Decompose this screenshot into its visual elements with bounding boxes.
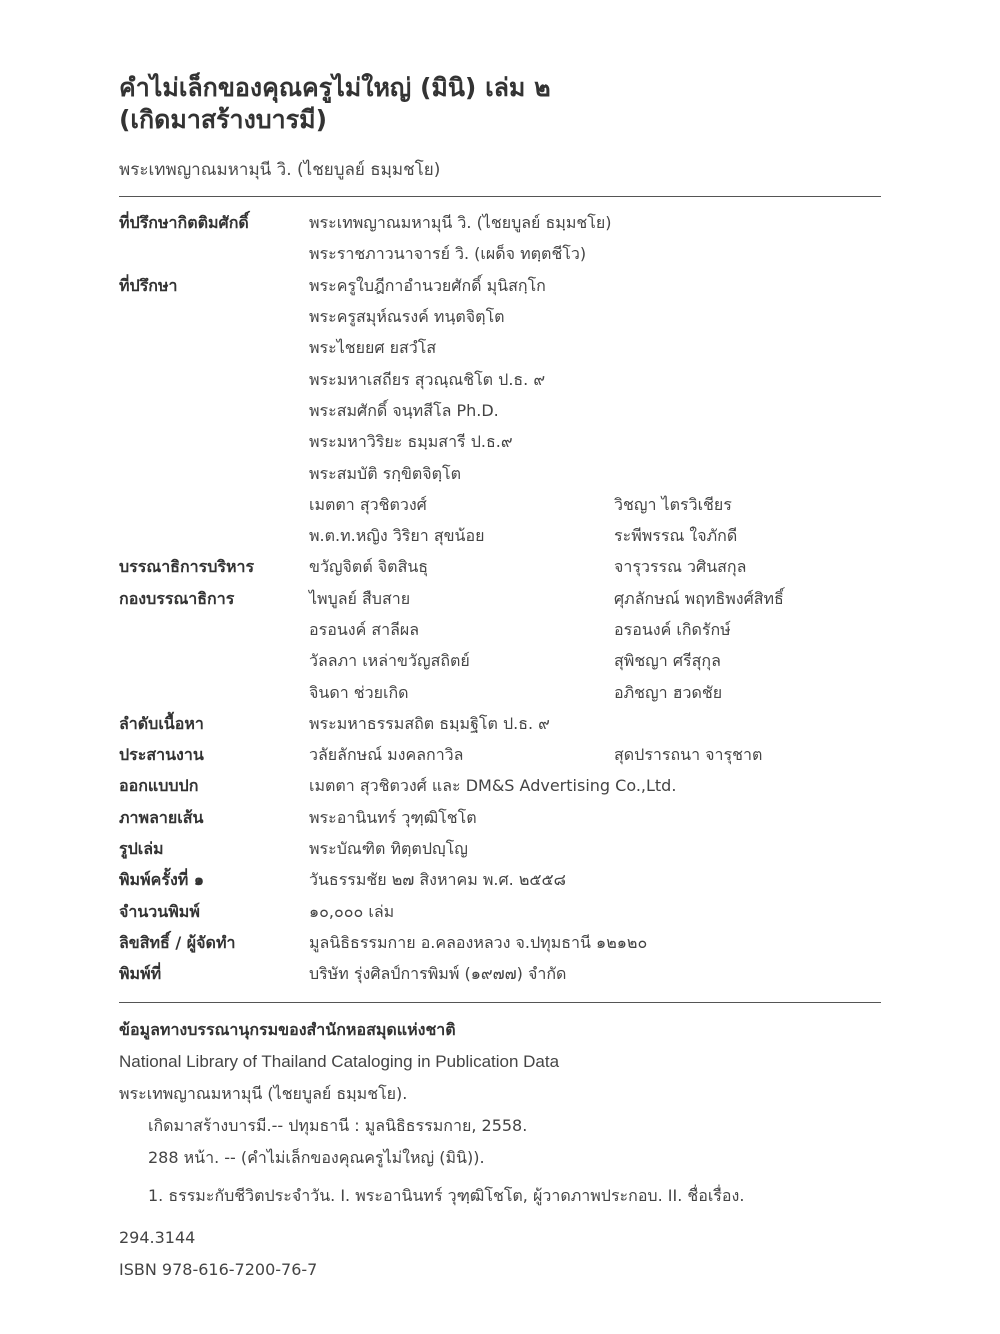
cip-imprint: เกิดมาสร้างบารมี.-- ปทุมธานี : มูลนิธิธรรมกาย, 2558. [148,1116,528,1136]
credit-row [119,239,881,270]
credit-row [119,302,881,333]
cip-author-line: พระเทพญาณมหามุนี (ไชยบูลย์ ธมฺมชโย). [119,1084,408,1104]
credit-row [119,740,881,771]
credit-row [119,364,881,395]
credit-name: ๑๐,๐๐๐ เล่ม [309,901,395,921]
cip-heading-english: National Library of Thailand Cataloging in Publication Data [119,1052,560,1072]
credit-name: พระเทพญาณมหามุนี วิ. (ไชยบูลย์ ธมฺมชโย) [309,213,612,233]
credit-role: พิมพ์ที่ [119,964,162,984]
credit-role: ที่ปรึกษา [119,275,178,295]
title-line-2: (เกิดมาสร้างบารมี) [119,105,328,134]
credit-name-secondary: ศุภลักษณ์ พฤทธิพงศ์สิทธิ์ [614,588,784,608]
credit-name: บริษัท รุ่งศิลป์การพิมพ์ (๑๙๗๗) จำกัด [309,964,567,984]
credit-name: พระบัณฑิต ทิตฺตปญฺโญ [309,839,468,859]
credit-row [119,458,881,489]
credit-role: กองบรรณาธิการ [119,588,235,608]
credit-name: พ.ต.ท.หญิง วิริยา สุขน้อย [309,526,485,546]
credit-row [119,677,881,708]
divider-bottom [119,1002,881,1003]
credit-name: พระราชภาวนาจารย์ วิ. (เผด็จ ทตฺตชีโว) [309,244,587,264]
credit-name: จินดา ช่วยเกิด [309,682,409,702]
credits-table [119,208,881,990]
credit-name-secondary: จารุวรรณ วศินสกุล [614,557,747,577]
credit-name: พระสมบัติ รกฺขิตจิตฺโต [309,463,462,483]
credit-row [119,490,881,521]
credit-row [119,771,881,802]
cip-heading-thai: ข้อมูลทางบรรณานุกรมของสำนักหอสมุดแห่งชาติ [119,1020,456,1040]
credit-role: บรรณาธิการบริหาร [119,557,255,577]
credit-name: พระมหาเสถียร สุวณฺณชิโต ป.ธ. ๙ [309,369,546,389]
credit-row [119,584,881,615]
credit-name: ไพบูลย์ สืบสาย [309,588,411,608]
credit-name: พระมหาธรรมสถิต ธมฺมฐิโต ป.ธ. ๙ [309,713,550,733]
credit-name: พระอานินทร์ วุฑฺฒิโชโต [309,807,477,827]
credit-name: พระมหาวิริยะ ธมฺมสารี ป.ธ.๙ [309,432,513,452]
credit-row [119,333,881,364]
credit-name: วลัยลักษณ์ มงคลกาวิล [309,745,464,765]
credit-role: ประสานงาน [119,745,204,765]
credit-role: ลำดับเนื้อหา [119,713,204,733]
credit-row [119,427,881,458]
credit-row [119,865,881,896]
credit-row [119,803,881,834]
credit-name: วัลลภา เหล่าขวัญสถิตย์ [309,651,470,671]
credit-name: ขวัญจิตต์ จิตสินธุ [309,557,429,577]
credit-name-secondary: อภิชญา ฮวดชัย [614,682,723,702]
cip-isbn: ISBN 978-616-7200-76-7 [119,1260,318,1280]
credit-name-secondary: วิชญา ไตรวิเชียร [614,494,732,514]
book-imprint-page [119,72,881,1284]
cip-block [119,1016,881,1284]
cip-classification: 294.3144 [119,1228,196,1248]
credit-row [119,396,881,427]
credit-name: พระครูใบฎีกาอำนวยศักดิ์ มุนิสกฺโก [309,275,546,295]
divider-top [119,196,881,197]
credit-row [119,615,881,646]
credit-name: อรอนงค์ สาลีผล [309,620,420,639]
credit-row [119,959,881,990]
credit-name: วันธรรมชัย ๒๗ สิงหาคม พ.ศ. ๒๕๕๘ [309,870,566,890]
credit-role: ลิขสิทธิ์ / ผู้จัดทำ [119,932,236,952]
credit-name-secondary: สุพิชญา ศรีสุกุล [614,651,721,671]
credit-row [119,521,881,552]
cip-pages: 288 หน้า. -- (คำไม่เล็กของคุณครูไม่ใหญ่ (มินิ)). [148,1148,485,1168]
title-line-1: คำไม่เล็กของคุณครูไม่ใหญ่ (มินิ) เล่ม ๒ [119,73,551,102]
credit-role: ออกแบบปก [119,776,199,796]
credit-role: รูปเล่ม [119,839,164,859]
credit-name: เมตตา สุวชิตวงศ์ [309,494,427,514]
credit-role: พิมพ์ครั้งที่ ๑ [119,870,205,890]
credit-row [119,928,881,959]
credit-row [119,834,881,865]
credit-row [119,271,881,302]
book-title [119,72,881,136]
credit-role: จำนวนพิมพ์ [119,901,200,921]
credit-name: พระสมศักดิ์ จนฺทสีโล Ph.D. [309,400,499,420]
credit-name-secondary: ระพีพรรณ ใจภักดี [614,526,738,546]
credit-row [119,709,881,740]
credit-row [119,646,881,677]
credit-name: มูลนิธิธรรมกาย อ.คลองหลวง จ.ปทุมธานี ๑๒๑๒๐ [309,932,648,952]
credit-row [119,897,881,928]
credit-role: ภาพลายเส้น [119,807,204,827]
credit-name: พระไชยยศ ยสวํโส [309,338,437,358]
credit-name: เมตตา สุวชิตวงศ์ และ DM&S Advertising Co.,Ltd. [309,776,677,796]
credit-role: ที่ปรึกษากิตติมศักดิ์ [119,213,249,233]
credit-name-secondary: อรอนงค์ เกิดรักษ์ [614,620,731,639]
credit-row [119,552,881,583]
credit-name: พระครูสมุห์ณรงค์ ทนฺตจิตฺโต [309,307,505,327]
cip-subjects: 1. ธรรมะกับชีวิตประจำวัน. I. พระอานินทร์ วุฑฺฒิโชโต, ผู้วาดภาพประกอบ. II. ชื่อเรื่อง. [148,1186,745,1206]
author-name: พระเทพญาณมหามุนี วิ. (ไชยบูลย์ ธมฺมชโย) [119,160,441,180]
credit-name-secondary: สุดปรารถนา จารุชาต [614,745,763,765]
credit-row [119,208,881,239]
